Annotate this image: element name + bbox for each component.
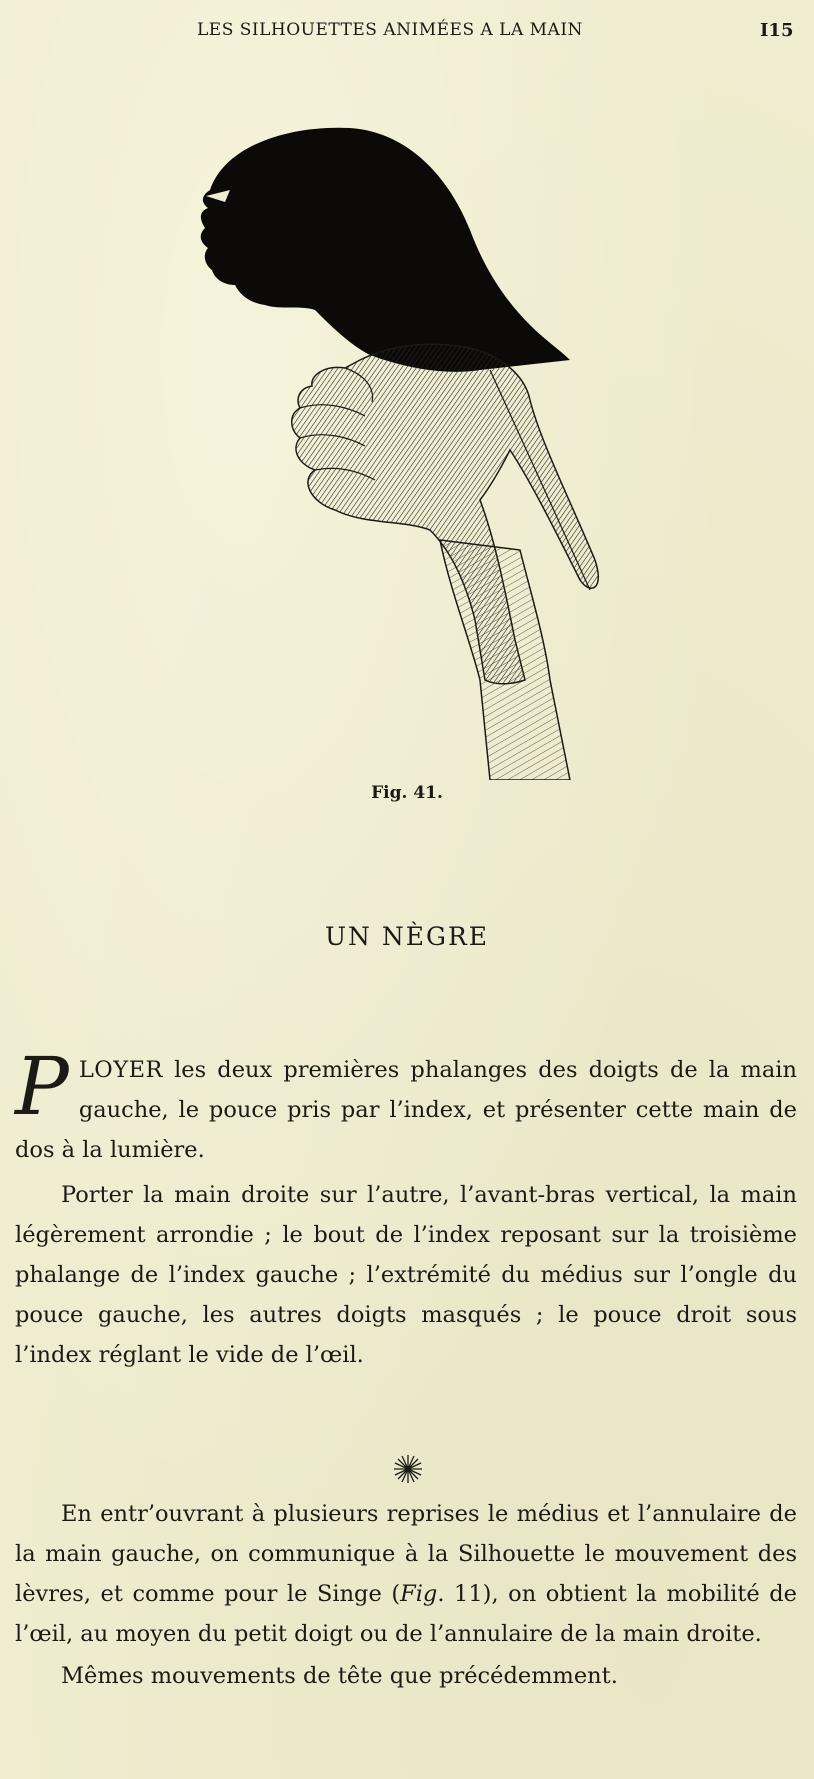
silhouette-head <box>201 128 570 372</box>
fig-reference-number: . 11 <box>437 1581 483 1607</box>
paragraph-1-text: les deux premières phalanges des doigts de la main gauche, le pouce pris par l’index, et présenter cette main de dos à la lumière. <box>15 1057 797 1163</box>
paragraph-2: Porter la main droite sur l’autre, l’avant-bras vertical, la main légèrement arrondie ; le bout de l’index reposant sur la troisième phalange de l’index gauche ; l’extrémité du médius sur l’ongle du pouce gauche, les autres doigts masqués ; le pouce droit sous l’index réglant le vide de l’œil. <box>15 1182 797 1368</box>
asterisk-ornament-icon <box>392 1453 424 1485</box>
paragraph-1 <box>15 1040 797 1170</box>
page-number: I15 <box>760 20 794 41</box>
paragraph-3-text-a: En entr’ouvrant à plusieurs reprises le médius et l’annulaire de la main gauche, on communique à la Silhouette le mouvement des lèvres, et comme pour le Singe ( <box>15 1501 797 1607</box>
right-hand <box>292 344 599 684</box>
forearm <box>440 540 570 780</box>
paragraph-3 <box>15 1494 797 1654</box>
paragraph-3-text-b: ), on obtient la mobilité de l’œil, au moyen du petit doigt ou de l’annulaire de la main droite. <box>15 1581 797 1647</box>
lead-word: LOYER <box>78 1057 163 1083</box>
figure-caption: Fig. 41. <box>371 783 443 803</box>
hand-shadow-silhouette-icon <box>150 120 710 780</box>
shadow-figure <box>150 120 710 780</box>
paragraph-4: Mêmes mouvements de tête que précédemment. <box>61 1663 618 1689</box>
running-title: LES SILHOUETTES ANIMÉES A LA MAIN <box>197 20 583 40</box>
section-title: UN NÈGRE <box>324 922 490 951</box>
fig-reference: Fig <box>400 1581 438 1607</box>
drop-cap: P <box>15 1040 69 1133</box>
